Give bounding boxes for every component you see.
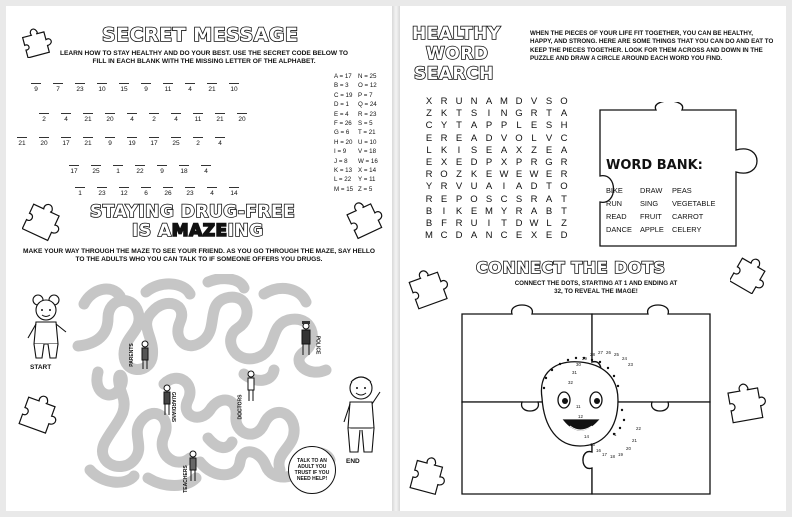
- adult-label-parents: PARENTS: [128, 343, 135, 367]
- grid-letter: A: [515, 181, 523, 193]
- grid-letter: C: [560, 132, 568, 144]
- grid-letter: A: [500, 144, 508, 156]
- grid-letter: A: [470, 132, 478, 144]
- grid-letter: E: [425, 132, 433, 144]
- code-blank: 4: [198, 168, 214, 175]
- code-blank: 23: [94, 190, 110, 197]
- grid-letter: E: [530, 120, 538, 132]
- code-entry: M = 15: [334, 185, 354, 193]
- code-entry: J = 8: [334, 157, 348, 165]
- grid-letter: C: [440, 230, 448, 242]
- code-blank: 21: [80, 116, 96, 123]
- grid-letter: I: [487, 218, 491, 229]
- grid-letter: V: [530, 96, 538, 107]
- dot-number: 1: [614, 432, 617, 437]
- maze-title-line2: [132, 221, 264, 241]
- code-blank: 17: [66, 168, 82, 175]
- grid-letter: T: [456, 120, 462, 132]
- secret-message-title: SECRET MESSAGE: [102, 24, 299, 46]
- grid-letter: F: [441, 218, 447, 229]
- code-entry: X = 14: [358, 167, 377, 174]
- grid-letter: D: [455, 230, 463, 242]
- grid-letter: O: [440, 169, 448, 181]
- word-search-instructions: WHEN THE PIECES OF YOUR LIFE FIT TOGETHER, YOU CAN BE HEALTHY, HAPPY, AND STRONG. HERE ARE SOME THINGS THAT YOU CAN DO AND EAT TO KEEP THE PIECES TOGETHER. LOOK FOR THEM ACROSS AND DOWN IN THE PUZZLE AND DRAW A CIRCLE AROUND EACH WORD YOU FIND.: [530, 30, 774, 63]
- dot-number: 19: [618, 452, 623, 457]
- grid-letter: A: [545, 193, 553, 205]
- code-blank: 23: [182, 190, 198, 197]
- grid-letter: U: [470, 181, 478, 193]
- code-blank: 23: [72, 86, 88, 93]
- grid-letter: G: [515, 108, 523, 120]
- grid-letter: A: [470, 230, 478, 242]
- code-blank: 1: [110, 168, 126, 175]
- grid-letter: R: [425, 169, 433, 181]
- code-blank: 21: [80, 140, 96, 147]
- code-blank: 4: [212, 140, 228, 147]
- dot-number: 13: [580, 424, 585, 429]
- code-blank: 11: [160, 86, 176, 93]
- code-entry: E = 4: [334, 110, 349, 118]
- grid-letter: D: [515, 218, 523, 229]
- grid-letter: Y: [425, 181, 433, 193]
- puzzle-piece-icon: [406, 264, 452, 310]
- grid-letter: M: [425, 230, 433, 242]
- grid-letter: C: [500, 230, 508, 242]
- code-blank: 15: [116, 86, 132, 93]
- dot-number: 32: [568, 380, 573, 385]
- grid-letter: S: [545, 120, 553, 132]
- word-bank-item: APPLE: [640, 225, 664, 234]
- maze-title-part1: IS A: [132, 221, 172, 241]
- grid-letter: V: [500, 132, 508, 144]
- grid-letter: E: [425, 157, 433, 168]
- code-blank: 17: [58, 140, 74, 147]
- dot-number: 28: [590, 352, 595, 357]
- word-bank-title: WORD BANK:: [606, 158, 703, 173]
- adult-label-police: POLICE: [314, 335, 321, 355]
- code-blank: 10: [226, 86, 242, 93]
- code-entry: W = 16: [358, 157, 378, 165]
- grid-letter: X: [425, 96, 433, 107]
- code-blank: 25: [168, 140, 184, 147]
- word-bank-item: DRAW: [640, 186, 663, 195]
- grid-letter: D: [560, 230, 568, 242]
- puzzle-piece-icon: [408, 452, 450, 498]
- grid-letter: Y: [500, 205, 508, 217]
- puzzle-piece-icon: [344, 196, 384, 240]
- grid-letter: E: [545, 144, 553, 156]
- code-entry: Q = 24: [358, 101, 377, 109]
- grid-letter: W: [529, 169, 539, 181]
- grid-letter: Y: [440, 120, 448, 132]
- grid-letter: S: [485, 193, 493, 205]
- maze-title-emphasis: MAZE: [171, 221, 228, 241]
- code-blank: 18: [176, 168, 192, 175]
- police-figure-icon: [300, 320, 312, 356]
- book-spine: [392, 6, 400, 511]
- dot-number: 27: [598, 350, 603, 355]
- code-blank: 21: [14, 140, 30, 147]
- code-blank: 11: [190, 116, 206, 123]
- word-bank-item: READ: [606, 212, 627, 221]
- grid-letter: I: [442, 205, 446, 217]
- code-entry: A = 17: [334, 73, 352, 80]
- grid-letter: N: [500, 108, 508, 120]
- code-blank: 12: [116, 190, 132, 197]
- grid-letter: M: [500, 96, 508, 107]
- code-blank: 6: [138, 190, 154, 197]
- grid-letter: I: [487, 108, 491, 120]
- connect-dots-puzzle-board: [452, 302, 720, 502]
- grid-letter: I: [457, 144, 461, 156]
- grid-letter: Z: [426, 108, 432, 120]
- grid-letter: T: [546, 108, 552, 120]
- grid-letter: S: [545, 96, 553, 107]
- code-entry: O = 12: [358, 82, 377, 90]
- code-blank: 21: [212, 116, 228, 123]
- code-entry: R = 23: [358, 110, 377, 118]
- dot-number: 31: [572, 370, 577, 375]
- dot-number: 26: [606, 350, 611, 355]
- grid-letter: X: [440, 157, 448, 168]
- connect-dots-title: CONNECT THE DOTS: [476, 258, 666, 277]
- grid-letter: C: [425, 120, 433, 132]
- grid-letter: O: [515, 132, 523, 144]
- code-blank: 4: [58, 116, 74, 123]
- grid-letter: L: [426, 144, 432, 156]
- grid-letter: K: [440, 108, 448, 120]
- connect-dots-instructions: CONNECT THE DOTS, STARTING AT 1 AND ENDING AT 32, TO REVEAL THE IMAGE!: [514, 280, 678, 296]
- code-entry: Y = 11: [358, 176, 376, 184]
- code-blank: 9: [28, 86, 44, 93]
- code-entry: H = 20: [334, 138, 353, 146]
- grid-letter: T: [546, 181, 552, 193]
- code-entry: B = 3: [334, 82, 349, 90]
- code-entry: U = 10: [358, 138, 377, 146]
- secret-message-instructions: LEARN HOW TO STAY HEALTHY AND DO YOUR BEST. USE THE SECRET CODE BELOW TO FILL IN EACH BLANK WITH THE MISSING LETTER OF THE ALPHABET.: [59, 50, 349, 66]
- grid-letter: E: [440, 193, 448, 205]
- grid-letter: S: [470, 108, 478, 120]
- word-bank-item: CELERY: [672, 225, 702, 234]
- grid-letter: E: [455, 132, 463, 144]
- grid-letter: L: [546, 218, 552, 229]
- code-blank: 9: [102, 140, 118, 147]
- grid-letter: D: [515, 96, 523, 107]
- grid-letter: E: [515, 169, 523, 181]
- grid-letter: A: [560, 144, 568, 156]
- grid-letter: R: [440, 132, 448, 144]
- grid-letter: O: [560, 96, 568, 107]
- code-blank: 20: [102, 116, 118, 123]
- grid-letter: D: [530, 181, 538, 193]
- grid-letter: U: [455, 96, 463, 107]
- maze-title-line1: STAYING DRUG-FREE: [90, 202, 296, 222]
- grid-letter: R: [560, 169, 568, 181]
- grid-letter: L: [531, 132, 537, 144]
- grid-letter: A: [485, 96, 493, 107]
- grid-letter: T: [561, 205, 567, 217]
- grid-letter: X: [500, 157, 508, 168]
- start-kid-illustration: [24, 292, 68, 366]
- dot-number: 21: [632, 438, 637, 443]
- code-entry: F = 26: [334, 120, 352, 127]
- code-entry: V = 18: [358, 148, 377, 156]
- grid-letter: N: [470, 96, 478, 107]
- grid-letter: R: [515, 205, 523, 217]
- grid-letter: T: [501, 218, 507, 229]
- grid-letter: R: [530, 108, 538, 120]
- code-blank: 4: [124, 116, 140, 123]
- code-blank: 25: [88, 168, 104, 175]
- grid-letter: E: [485, 169, 493, 181]
- maze-title-part2: ING: [227, 221, 264, 241]
- code-blank: 9: [154, 168, 170, 175]
- grid-letter: X: [530, 230, 538, 242]
- grid-letter: W: [499, 169, 509, 181]
- grid-letter: A: [560, 108, 568, 120]
- end-kid-illustration: [340, 374, 382, 460]
- grid-letter: H: [560, 120, 568, 132]
- dot-number: 25: [614, 352, 619, 357]
- grid-letter: R: [440, 181, 448, 193]
- puzzle-piece-icon: [730, 252, 770, 294]
- code-entry: N = 25: [358, 73, 377, 80]
- grid-letter: R: [455, 218, 463, 229]
- code-blank: 7: [50, 86, 66, 93]
- grid-letter: E: [470, 205, 478, 217]
- code-entry: G = 6: [334, 129, 350, 137]
- grid-letter: E: [515, 230, 523, 242]
- grid-letter: E: [455, 157, 463, 168]
- grid-letter: O: [470, 193, 478, 205]
- code-blank: 21: [204, 86, 220, 93]
- code-blank: 4: [168, 116, 184, 123]
- code-blank: 17: [146, 140, 162, 147]
- grid-letter: D: [485, 132, 493, 144]
- code-blank: 14: [226, 190, 242, 197]
- maze-end-label: END: [346, 458, 360, 465]
- dot-number: 30: [576, 362, 581, 367]
- code-entry: S = 5: [358, 120, 373, 127]
- word-bank-item: DANCE: [606, 225, 632, 234]
- code-blank: 4: [182, 86, 198, 93]
- code-blank: 10: [94, 86, 110, 93]
- parents-figure-icon: [140, 340, 150, 370]
- code-blank: 20: [36, 140, 52, 147]
- maze-start-label: START: [30, 364, 52, 371]
- grid-letter: E: [485, 144, 493, 156]
- word-bank-item: VEGETABLE: [672, 199, 716, 208]
- grid-letter: C: [500, 193, 508, 205]
- grid-letter: Z: [531, 144, 537, 156]
- grid-letter: B: [425, 205, 433, 217]
- grid-letter: U: [470, 218, 478, 229]
- grid-letter: X: [515, 144, 523, 156]
- grid-letter: V: [455, 181, 463, 193]
- grid-letter: A: [485, 181, 493, 193]
- grid-letter: K: [470, 169, 478, 181]
- left-page: [6, 6, 392, 511]
- code-blank: 20: [234, 116, 250, 123]
- grid-letter: W: [529, 218, 539, 229]
- code-entry: C = 19: [334, 91, 353, 99]
- dot-number: 24: [622, 356, 627, 361]
- grid-letter: P: [515, 157, 523, 168]
- word-bank-item: BIKE: [606, 186, 623, 195]
- grid-letter: R: [440, 96, 448, 107]
- code-entry: K = 13: [334, 167, 353, 174]
- puzzle-piece-icon: [20, 24, 54, 58]
- word-search-title-line2: WORD: [426, 44, 489, 64]
- puzzle-piece-icon: [22, 198, 66, 242]
- grid-letter: A: [530, 205, 538, 217]
- code-blank: 2: [146, 116, 162, 123]
- dot-number: 15: [590, 442, 595, 447]
- grid-letter: Z: [561, 218, 567, 229]
- dot-number: 18: [610, 454, 615, 459]
- grid-letter: P: [500, 120, 508, 132]
- code-blank: 1: [72, 190, 88, 197]
- code-blank: 2: [36, 116, 52, 123]
- adult-label-teachers: TEACHERS: [182, 465, 189, 493]
- dot-number: 22: [636, 426, 641, 431]
- grid-letter: N: [485, 230, 493, 242]
- doctors-figure-icon: [246, 370, 256, 402]
- help-bubble: [288, 446, 336, 494]
- word-search-title-line3: SEARCH: [414, 64, 494, 84]
- code-entry: L = 22: [334, 176, 352, 184]
- grid-letter: P: [485, 120, 493, 132]
- grid-letter: K: [440, 144, 448, 156]
- grid-letter: O: [560, 181, 568, 193]
- word-bank-item: PEAS: [672, 186, 692, 195]
- code-entry: I = 9: [334, 148, 347, 156]
- word-search-title-line1: HEALTHY: [412, 24, 501, 44]
- puzzle-piece-icon: [724, 378, 770, 428]
- grid-letter: R: [560, 157, 568, 168]
- code-blank: 26: [160, 190, 176, 197]
- grid-letter: B: [425, 218, 433, 229]
- code-entry: T = 21: [358, 129, 376, 137]
- dot-number: 20: [626, 446, 631, 451]
- grid-letter: B: [545, 205, 553, 217]
- code-blank: 9: [138, 86, 154, 93]
- word-bank-item: FRUIT: [640, 212, 662, 221]
- grid-letter: V: [545, 132, 553, 144]
- grid-letter: S: [515, 193, 523, 205]
- dot-number: 17: [602, 452, 607, 457]
- grid-letter: D: [470, 157, 478, 168]
- dot-number: 29: [582, 356, 587, 361]
- word-bank-item: CARROT: [672, 212, 704, 221]
- grid-letter: R: [425, 193, 433, 205]
- word-bank-item: SING: [640, 199, 659, 208]
- maze-instructions: MAKE YOUR WAY THROUGH THE MAZE TO SEE YOUR FRIEND. AS YOU GO THROUGH THE MAZE, SAY HELLO TO THE ADULTS WHO YOU CAN TALK TO IF SOMEONE OFFERS YOU DRUGS.: [22, 248, 376, 264]
- adult-label-guardians: GUARDIANS: [170, 391, 177, 423]
- puzzle-piece-icon: [18, 390, 62, 436]
- code-blank: 22: [132, 168, 148, 175]
- dot-number: 14: [584, 434, 589, 439]
- code-blank: 19: [124, 140, 140, 147]
- dot-number: 11: [576, 404, 581, 409]
- help-bubble-text: TALK TO AN ADULT YOU TRUST IF YOU NEED HELP!: [294, 457, 330, 483]
- grid-letter: Z: [456, 169, 462, 181]
- dot-number: 12: [578, 414, 583, 419]
- teachers-figure-icon: [188, 450, 198, 482]
- grid-letter: S: [470, 144, 478, 156]
- code-entry: D = 1: [334, 101, 349, 109]
- grid-letter: P: [485, 157, 493, 168]
- grid-letter: T: [456, 108, 462, 120]
- dot-number: 16: [596, 448, 601, 453]
- code-blank: 4: [204, 190, 220, 197]
- grid-letter: T: [561, 193, 567, 205]
- code-blank: 2: [190, 140, 206, 147]
- grid-letter: E: [545, 169, 553, 181]
- grid-letter: R: [530, 157, 538, 168]
- grid-letter: K: [455, 205, 463, 217]
- adult-label-doctors: DOCTORS: [237, 394, 244, 420]
- grid-letter: G: [545, 157, 553, 168]
- word-bank-item: RUN: [606, 199, 623, 208]
- grid-letter: E: [545, 230, 553, 242]
- dot-number: 23: [628, 362, 633, 367]
- code-entry: P = 7: [358, 91, 373, 99]
- grid-letter: P: [455, 193, 463, 205]
- right-page: [400, 6, 786, 511]
- code-entry: Z = 5: [358, 185, 373, 193]
- grid-letter: I: [502, 181, 506, 193]
- grid-letter: R: [530, 193, 538, 205]
- grid-letter: A: [470, 120, 478, 132]
- grid-letter: M: [485, 205, 493, 217]
- grid-letter: L: [516, 120, 522, 132]
